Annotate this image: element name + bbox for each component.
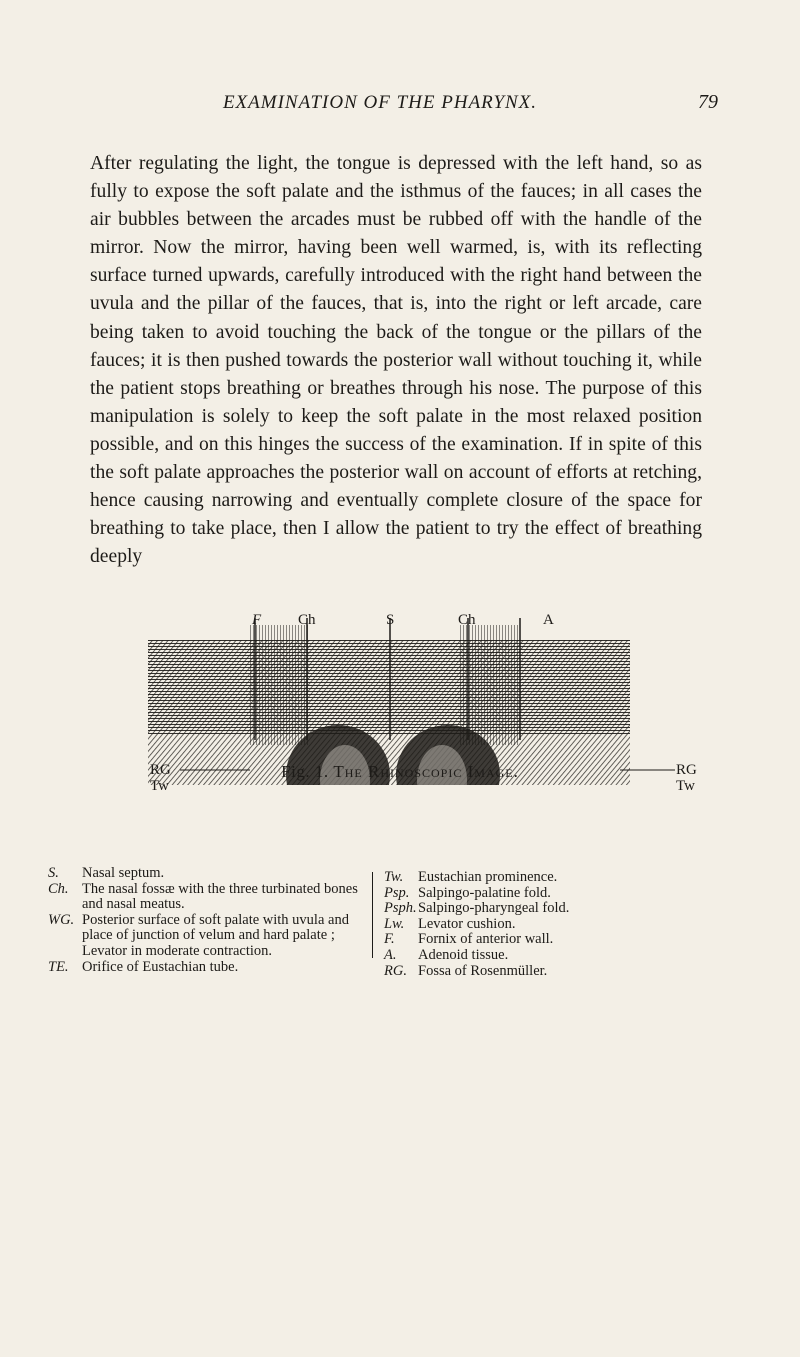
legend-key: Psp.	[384, 884, 410, 901]
figure-title: The Rhinoscopic Image.	[333, 762, 519, 781]
legend-key: Lw.	[384, 915, 405, 932]
legend-key: Ch.	[48, 880, 69, 897]
legend-item	[48, 913, 368, 960]
legend-key: S.	[48, 865, 59, 881]
legend-right	[384, 870, 684, 979]
legend-item	[48, 960, 368, 976]
legend-key: Tw.	[384, 869, 404, 885]
legend-item	[384, 964, 684, 980]
legend-key: A.	[384, 946, 397, 963]
legend-key: WG.	[48, 911, 75, 928]
running-title: EXAMINATION OF THE PHARYNX.	[222, 92, 538, 113]
legend-key: Psph.	[384, 900, 417, 917]
legend-value: Adenoid tissue.	[418, 946, 509, 963]
legend-value: Orifice of Eustachian tube.	[82, 958, 239, 975]
label-RG-right: RG	[676, 762, 697, 778]
label-F: F	[252, 612, 262, 628]
label-S: S	[386, 612, 395, 628]
legend-value: Levator cushion.	[418, 915, 516, 932]
legend-item	[384, 886, 684, 902]
label-Ch-2: Ch	[458, 612, 476, 628]
page-number: 79	[698, 91, 718, 113]
legend-value: Salpingo-palatine fold.	[418, 884, 551, 901]
legend-key: F.	[384, 931, 395, 948]
legend-value: Fossa of Rosenmüller.	[418, 962, 548, 979]
legend-item	[48, 866, 368, 882]
label-Tw-left: Tw	[150, 778, 169, 794]
legend-key: RG.	[384, 962, 407, 979]
label-A: A	[543, 612, 554, 628]
legend-value: Fornix of anterior wall.	[418, 931, 554, 948]
body-paragraph: After regulating the light, the tongue is depressed with the left hand, so as fully to expose the soft palate and the isthmus of the fauces; in all cases the air bubbles between the arcades must be rubbed off with the handle of the mirror. Now the mirror, having been well warmed, is, with its reflecting surface turned upwards, carefully introduced with the right hand between the uvula and the pillar of the fauces, that is, into the right or left arcade, care being taken to avoid touching the back of the tongue or the pillars of the fauces; it is then pushed towards the posterior wall without touching it, while the patient stops breathing or breathes through his nose. The purpose of this manipulation is solely to keep the soft palate in the most relaxed position possible, and on this hinges the success of the examination. If in spite of this the soft palate approaches the posterior wall on account of efforts at retching, hence causing narrowing and eventually complete closure of the space for breathing to take place, then I allow the patient to try the effect of breathing deeply	[90, 153, 702, 568]
legend-item	[384, 917, 684, 933]
label-Ch-1: Ch	[298, 612, 316, 628]
legend-value: Eustachian prominence.	[418, 869, 558, 885]
legend-item	[384, 901, 684, 917]
legend-item	[384, 948, 684, 964]
legend-divider	[372, 872, 373, 958]
label-Tw-right: Tw	[676, 778, 695, 794]
figure-number: Fig. 1.	[281, 762, 329, 781]
legend-left	[48, 866, 368, 975]
legend-value: Nasal septum.	[82, 865, 165, 881]
legend-value: Salpingo-pharyngeal fold.	[418, 900, 570, 917]
legend-item	[384, 932, 684, 948]
legend-value: The nasal fossæ with the three turbinated bones and nasal meatus.	[82, 880, 358, 913]
label-RG-left: RG	[150, 762, 171, 778]
legend-value: Posterior surface of soft palate with uvula and place of junction of velum and hard palate ; Levator in moderate contraction.	[82, 911, 349, 959]
legend-item	[48, 882, 368, 913]
legend-item	[384, 870, 684, 886]
legend-key: TE.	[48, 958, 69, 975]
